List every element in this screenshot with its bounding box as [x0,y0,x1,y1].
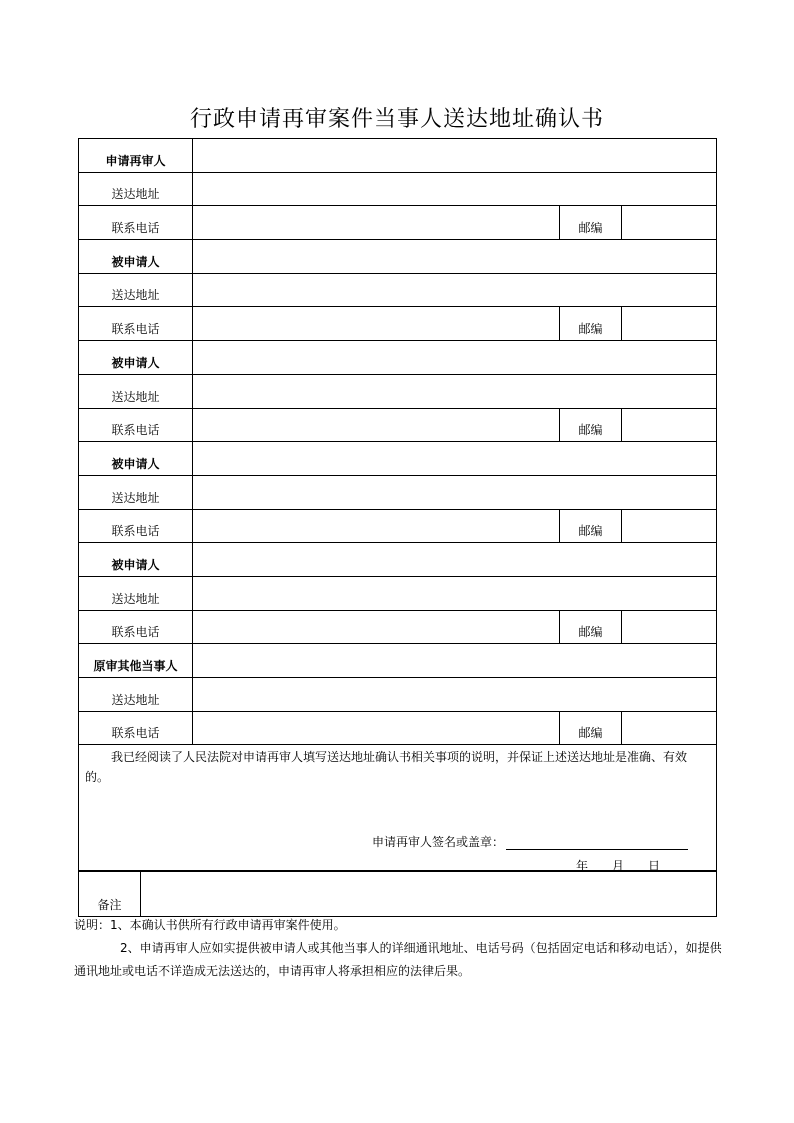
party-role-label: 原审其他当事人 [79,644,193,678]
address-field[interactable] [193,172,717,206]
address-label: 送达地址 [79,475,193,509]
phone-row [79,408,717,442]
address-row [79,374,717,408]
zip-field[interactable] [622,610,717,644]
address-row [79,172,717,206]
party-name-field[interactable] [193,139,717,173]
declaration-text: 我已经阅读了人民法院对申请再审人填写送达地址确认书相关事项的说明，并保证上述送达地址是准确、有效的。 [85,750,688,785]
zip-label: 邮编 [560,610,622,644]
address-field[interactable] [193,475,717,509]
remarks-label: 备注 [79,871,141,917]
zip-field[interactable] [622,206,717,240]
remarks-table [78,870,717,917]
remarks-field[interactable] [141,871,717,917]
zip-label: 邮编 [560,206,622,240]
party-role-label: 被申请人 [79,543,193,577]
party-role-label: 被申请人 [79,341,193,375]
party-name-field[interactable] [193,543,717,577]
party-name-field[interactable] [193,341,717,375]
address-row [79,475,717,509]
zip-field[interactable] [622,711,717,745]
party-row [79,139,717,173]
phone-field[interactable] [193,206,560,240]
phone-label: 联系电话 [79,206,193,240]
phone-row [79,206,717,240]
zip-field[interactable] [622,408,717,442]
address-field[interactable] [193,374,717,408]
phone-label: 联系电话 [79,408,193,442]
phone-field[interactable] [193,307,560,341]
address-form-table [78,138,717,872]
party-row [79,543,717,577]
signature-area [372,833,688,850]
zip-label: 邮编 [560,307,622,341]
address-label: 送达地址 [79,576,193,610]
address-field[interactable] [193,273,717,307]
party-role-label: 被申请人 [79,240,193,274]
date-day: 日 [648,859,661,874]
party-row [79,240,717,274]
zip-label: 邮编 [560,711,622,745]
party-name-field[interactable] [193,442,717,476]
phone-field[interactable] [193,610,560,644]
address-row [79,273,717,307]
phone-field[interactable] [193,711,560,745]
signature-label: 申请再审人签名或盖章： [372,835,505,850]
zip-label: 邮编 [560,509,622,543]
phone-field[interactable] [193,509,560,543]
phone-label: 联系电话 [79,711,193,745]
note-line-2: 2、申请再审人应如实提供被申请人或其他当事人的详细通讯地址、电话号码（包括固定电话和移动电话），如提供通讯地址或电话不详造成无法送达的，申请再审人将承担相应的法律后果。 [74,941,722,978]
zip-field[interactable] [622,307,717,341]
party-name-field[interactable] [193,240,717,274]
address-row [79,576,717,610]
page-title: 行政申请再审案件当事人送达地址确认书 [189,107,604,132]
address-field[interactable] [193,576,717,610]
phone-label: 联系电话 [79,610,193,644]
address-label: 送达地址 [79,172,193,206]
address-field[interactable] [193,678,717,712]
zip-label: 邮编 [560,408,622,442]
phone-row [79,509,717,543]
address-row [79,678,717,712]
date-year: 年 [576,859,589,874]
party-row [79,644,717,678]
phone-label: 联系电话 [79,509,193,543]
party-role-label: 被申请人 [79,442,193,476]
date-month: 月 [612,859,625,874]
party-role-label: 申请再审人 [79,139,193,173]
declaration-cell [79,745,717,872]
notes [74,914,724,983]
phone-field[interactable] [193,408,560,442]
address-label: 送达地址 [79,273,193,307]
signature-line[interactable] [506,837,688,850]
phone-row [79,307,717,341]
note-line-1: 说明：1、本确认书供所有行政申请再审案件使用。 [74,918,346,932]
phone-row [79,610,717,644]
party-name-field[interactable] [193,644,717,678]
phone-label: 联系电话 [79,307,193,341]
zip-field[interactable] [622,509,717,543]
address-label: 送达地址 [79,678,193,712]
phone-row [79,711,717,745]
address-label: 送达地址 [79,374,193,408]
party-row [79,442,717,476]
party-row [79,341,717,375]
